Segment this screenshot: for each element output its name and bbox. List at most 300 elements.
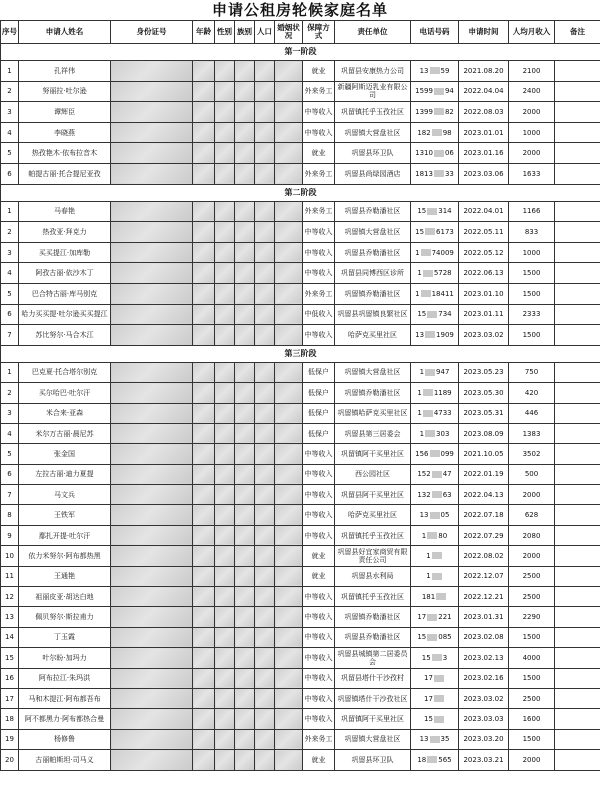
phone-prefix: 1 xyxy=(426,572,431,581)
table-row xyxy=(1,688,600,708)
phone-number xyxy=(411,505,459,525)
phone-redaction xyxy=(432,471,442,478)
id-number-redacted xyxy=(111,201,193,222)
security-type: 中等收入 xyxy=(303,222,335,243)
table-row xyxy=(1,122,600,143)
remark xyxy=(555,709,600,729)
age-redacted xyxy=(193,423,215,443)
security-type: 低保户 xyxy=(303,403,335,423)
header-ethnicity: 族别 xyxy=(235,21,255,44)
age-redacted xyxy=(193,729,215,749)
application-date: 2023.01.11 xyxy=(459,304,509,325)
remark xyxy=(555,242,600,263)
responsible-unit: 巩留县塔什干沙孜村 xyxy=(335,668,411,688)
monthly-income: 628 xyxy=(509,505,555,525)
remark xyxy=(555,525,600,545)
header-remark: 备注 xyxy=(555,21,600,44)
marital-redacted xyxy=(275,383,303,403)
applicant-name: 李晓燕 xyxy=(19,122,111,143)
marital-redacted xyxy=(275,163,303,184)
ethnicity-redacted xyxy=(235,222,255,243)
phone-redaction xyxy=(436,593,446,600)
phone-number xyxy=(411,709,459,729)
ethnicity-redacted xyxy=(235,485,255,505)
section-label: 第二阶段 xyxy=(1,184,600,201)
ethnicity-redacted xyxy=(235,122,255,143)
household-redacted xyxy=(255,242,275,263)
phone-prefix: 1 xyxy=(426,551,431,560)
phone-prefix: 1 xyxy=(419,429,425,438)
row-no: 8 xyxy=(1,505,19,525)
phone-prefix: 15 xyxy=(421,653,431,662)
phone-number xyxy=(411,444,459,464)
age-redacted xyxy=(193,143,215,164)
monthly-income: 750 xyxy=(509,362,555,382)
table-row xyxy=(1,750,600,770)
gender-redacted xyxy=(215,464,235,484)
phone-redaction xyxy=(427,614,437,621)
phone-suffix: 59 xyxy=(440,66,450,75)
responsible-unit: 巩留县巩留镇良繁社区 xyxy=(335,304,411,325)
phone-number xyxy=(411,485,459,505)
marital-redacted xyxy=(275,304,303,325)
row-no: 2 xyxy=(1,222,19,243)
gender-redacted xyxy=(215,163,235,184)
age-redacted xyxy=(193,505,215,525)
id-number-redacted xyxy=(111,688,193,708)
id-number-redacted xyxy=(111,304,193,325)
marital-redacted xyxy=(275,143,303,164)
ethnicity-redacted xyxy=(235,423,255,443)
responsible-unit: 巩留镇托乎玉孜社区 xyxy=(335,587,411,607)
table-row xyxy=(1,627,600,647)
row-no: 2 xyxy=(1,383,19,403)
header-phone: 电话号码 xyxy=(411,21,459,44)
gender-redacted xyxy=(215,668,235,688)
monthly-income: 2000 xyxy=(509,143,555,164)
applicant-name: 古丽帕斯坦·司马义 xyxy=(19,750,111,770)
gender-redacted xyxy=(215,325,235,346)
marital-redacted xyxy=(275,444,303,464)
household-redacted xyxy=(255,362,275,382)
remark xyxy=(555,325,600,346)
remark xyxy=(555,505,600,525)
phone-prefix: 152 xyxy=(417,470,431,479)
row-no: 16 xyxy=(1,668,19,688)
security-type: 低保户 xyxy=(303,362,335,382)
remark xyxy=(555,201,600,222)
household-redacted xyxy=(255,485,275,505)
remark xyxy=(555,627,600,647)
application-date: 2021.10.05 xyxy=(459,444,509,464)
table-row xyxy=(1,283,600,304)
responsible-unit: 巩留镇阿干买里社区 xyxy=(335,709,411,729)
application-date: 2023.03.03 xyxy=(459,709,509,729)
phone-suffix: 5728 xyxy=(433,269,452,278)
applicant-name: 巴克夏·托合塔尔别克 xyxy=(19,362,111,382)
security-type: 就业 xyxy=(303,566,335,586)
header-gender: 性别 xyxy=(215,21,235,44)
phone-redaction xyxy=(427,532,437,539)
responsible-unit: 巩留县水利局 xyxy=(335,566,411,586)
phone-suffix: 05 xyxy=(440,511,450,520)
table-row xyxy=(1,81,600,102)
security-type: 中等收入 xyxy=(303,607,335,627)
age-redacted xyxy=(193,222,215,243)
ethnicity-redacted xyxy=(235,546,255,566)
responsible-unit: 巩留县阿干买里社区 xyxy=(335,485,411,505)
phone-redaction xyxy=(432,654,442,661)
responsible-unit: 巩留县尚绿园酒店 xyxy=(335,163,411,184)
responsible-unit: 巩留县乔勒潘社区 xyxy=(335,627,411,647)
household-redacted xyxy=(255,607,275,627)
remark xyxy=(555,383,600,403)
phone-prefix: 1 xyxy=(415,289,420,298)
gender-redacted xyxy=(215,688,235,708)
security-type: 中等收入 xyxy=(303,627,335,647)
row-no: 1 xyxy=(1,61,19,82)
ethnicity-redacted xyxy=(235,383,255,403)
ethnicity-redacted xyxy=(235,464,255,484)
applicant-name: 丁玉霞 xyxy=(19,627,111,647)
application-date: 2023.01.16 xyxy=(459,143,509,164)
phone-number xyxy=(411,383,459,403)
marital-redacted xyxy=(275,362,303,382)
application-date: 2023.05.31 xyxy=(459,403,509,423)
ethnicity-redacted xyxy=(235,709,255,729)
gender-redacted xyxy=(215,444,235,464)
phone-suffix: 74009 xyxy=(431,248,454,257)
phone-redaction xyxy=(425,430,435,437)
applicant-name: 叶尔盼·加玛力 xyxy=(19,648,111,668)
applicant-table xyxy=(0,20,600,771)
gender-redacted xyxy=(215,566,235,586)
application-date: 2022.04.13 xyxy=(459,485,509,505)
ethnicity-redacted xyxy=(235,403,255,423)
remark xyxy=(555,444,600,464)
security-type: 中等收入 xyxy=(303,648,335,668)
marital-redacted xyxy=(275,242,303,263)
remark xyxy=(555,222,600,243)
table-row xyxy=(1,143,600,164)
application-date: 2023.03.06 xyxy=(459,163,509,184)
phone-redaction xyxy=(423,389,433,396)
gender-redacted xyxy=(215,485,235,505)
age-redacted xyxy=(193,648,215,668)
applicant-name: 米尔万古丽·晨尼苏 xyxy=(19,423,111,443)
monthly-income: 2000 xyxy=(509,750,555,770)
household-redacted xyxy=(255,403,275,423)
applicant-name: 热孜亚·拜克力 xyxy=(19,222,111,243)
application-date: 2022.04.01 xyxy=(459,201,509,222)
phone-redaction xyxy=(434,150,444,157)
household-redacted xyxy=(255,648,275,668)
ethnicity-redacted xyxy=(235,304,255,325)
id-number-redacted xyxy=(111,485,193,505)
phone-prefix: 1 xyxy=(417,409,422,418)
responsible-unit: 巩留镇托乎玉孜社区 xyxy=(335,102,411,123)
age-redacted xyxy=(193,566,215,586)
remark xyxy=(555,304,600,325)
security-type: 中等收入 xyxy=(303,505,335,525)
phone-prefix: 15 xyxy=(417,633,427,642)
row-no: 3 xyxy=(1,102,19,123)
security-type: 低保户 xyxy=(303,423,335,443)
responsible-unit: 巩留镇乔勒潘社区 xyxy=(335,283,411,304)
remark xyxy=(555,587,600,607)
application-date: 2022.05.11 xyxy=(459,222,509,243)
applicant-name: 热孜艳木·依布拉音木 xyxy=(19,143,111,164)
responsible-unit: 巩留县环卫队 xyxy=(335,143,411,164)
age-redacted xyxy=(193,587,215,607)
phone-redaction xyxy=(434,716,444,723)
table-row xyxy=(1,242,600,263)
monthly-income: 2500 xyxy=(509,566,555,586)
gender-redacted xyxy=(215,587,235,607)
remark xyxy=(555,283,600,304)
gender-redacted xyxy=(215,304,235,325)
phone-suffix: 98 xyxy=(442,128,452,137)
monthly-income: 1000 xyxy=(509,122,555,143)
phone-prefix: 156 xyxy=(415,449,429,458)
gender-redacted xyxy=(215,81,235,102)
row-no: 11 xyxy=(1,566,19,586)
row-no: 3 xyxy=(1,242,19,263)
phone-prefix: 17 xyxy=(424,694,433,703)
applicant-name: 阿不都黑力·阿布都热合曼 xyxy=(19,709,111,729)
header-date: 申请时间 xyxy=(459,21,509,44)
applicant-name: 马和木提江·阿布都吾布 xyxy=(19,688,111,708)
responsible-unit: 巩留镇大营盘社区 xyxy=(335,122,411,143)
row-no: 17 xyxy=(1,688,19,708)
table-row xyxy=(1,383,600,403)
monthly-income: 500 xyxy=(509,464,555,484)
phone-number xyxy=(411,362,459,382)
security-type: 外来务工 xyxy=(303,163,335,184)
phone-number xyxy=(411,102,459,123)
header-marital: 婚姻状况 xyxy=(275,21,303,44)
application-date: 2023.05.23 xyxy=(459,362,509,382)
id-number-redacted xyxy=(111,729,193,749)
marital-redacted xyxy=(275,222,303,243)
header-age: 年龄 xyxy=(193,21,215,44)
household-redacted xyxy=(255,283,275,304)
phone-number xyxy=(411,688,459,708)
marital-redacted xyxy=(275,102,303,123)
applicant-name: 马春艳 xyxy=(19,201,111,222)
row-no: 5 xyxy=(1,283,19,304)
phone-prefix: 18 xyxy=(417,755,427,764)
monthly-income: 1500 xyxy=(509,263,555,284)
table-row xyxy=(1,423,600,443)
household-redacted xyxy=(255,325,275,346)
security-type: 中等收入 xyxy=(303,485,335,505)
household-redacted xyxy=(255,122,275,143)
household-redacted xyxy=(255,688,275,708)
gender-redacted xyxy=(215,709,235,729)
applicant-name: 米合来·亚森 xyxy=(19,403,111,423)
phone-number xyxy=(411,263,459,284)
id-number-redacted xyxy=(111,403,193,423)
household-redacted xyxy=(255,383,275,403)
id-number-redacted xyxy=(111,750,193,770)
gender-redacted xyxy=(215,242,235,263)
table-row xyxy=(1,525,600,545)
marital-redacted xyxy=(275,587,303,607)
monthly-income: 446 xyxy=(509,403,555,423)
id-number-redacted xyxy=(111,122,193,143)
phone-suffix: 221 xyxy=(438,613,452,622)
row-no: 15 xyxy=(1,648,19,668)
remark xyxy=(555,688,600,708)
phone-suffix: 4733 xyxy=(433,409,452,418)
id-number-redacted xyxy=(111,362,193,382)
table-row xyxy=(1,729,600,749)
table-row xyxy=(1,485,600,505)
monthly-income: 2333 xyxy=(509,304,555,325)
row-no: 7 xyxy=(1,485,19,505)
responsible-unit: 巩留镇塔什干沙孜社区 xyxy=(335,688,411,708)
header-household: 人口 xyxy=(255,21,275,44)
applicant-name: 张金国 xyxy=(19,444,111,464)
applicant-name: 帕提古丽·托合提尼亚孜 xyxy=(19,163,111,184)
id-number-redacted xyxy=(111,423,193,443)
ethnicity-redacted xyxy=(235,688,255,708)
marital-redacted xyxy=(275,566,303,586)
household-redacted xyxy=(255,729,275,749)
remark xyxy=(555,163,600,184)
phone-number xyxy=(411,566,459,586)
household-redacted xyxy=(255,627,275,647)
phone-suffix: 82 xyxy=(444,107,454,116)
header-income: 人均月收入 xyxy=(509,21,555,44)
table-row xyxy=(1,464,600,484)
phone-redaction xyxy=(432,573,442,580)
phone-suffix: 3 xyxy=(442,653,448,662)
section-row xyxy=(1,345,600,362)
applicant-name: 孔祥伟 xyxy=(19,61,111,82)
table-row xyxy=(1,325,600,346)
security-type: 外来务工 xyxy=(303,81,335,102)
phone-redaction xyxy=(434,675,444,682)
table-row xyxy=(1,505,600,525)
table-row xyxy=(1,362,600,382)
age-redacted xyxy=(193,163,215,184)
id-number-redacted xyxy=(111,325,193,346)
remark xyxy=(555,122,600,143)
applicant-name: 阿孜古丽·依沙木丁 xyxy=(19,263,111,284)
applicant-name: 杨修鲁 xyxy=(19,729,111,749)
ethnicity-redacted xyxy=(235,263,255,284)
id-number-redacted xyxy=(111,222,193,243)
id-number-redacted xyxy=(111,444,193,464)
remark xyxy=(555,668,600,688)
row-no: 2 xyxy=(1,81,19,102)
table-row xyxy=(1,668,600,688)
application-date: 2022.04.04 xyxy=(459,81,509,102)
phone-number xyxy=(411,242,459,263)
phone-number xyxy=(411,163,459,184)
applicant-name: 哈力买买提·吐尔逊买买提江 xyxy=(19,304,111,325)
gender-redacted xyxy=(215,403,235,423)
remark xyxy=(555,81,600,102)
row-no: 1 xyxy=(1,201,19,222)
age-redacted xyxy=(193,242,215,263)
phone-prefix: 13 xyxy=(419,66,429,75)
application-date: 2022.06.13 xyxy=(459,263,509,284)
row-no: 7 xyxy=(1,325,19,346)
security-type: 就业 xyxy=(303,546,335,566)
security-type: 外来务工 xyxy=(303,201,335,222)
marital-redacted xyxy=(275,709,303,729)
phone-redaction xyxy=(427,756,437,763)
phone-prefix: 182 xyxy=(417,128,431,137)
phone-redaction xyxy=(432,129,442,136)
security-type: 中低收入 xyxy=(303,304,335,325)
phone-prefix: 1 xyxy=(415,248,420,257)
application-date: 2022.12.07 xyxy=(459,566,509,586)
household-redacted xyxy=(255,61,275,82)
table-row xyxy=(1,648,600,668)
ethnicity-redacted xyxy=(235,668,255,688)
phone-number xyxy=(411,627,459,647)
gender-redacted xyxy=(215,383,235,403)
application-date: 2022.01.19 xyxy=(459,464,509,484)
marital-redacted xyxy=(275,201,303,222)
application-date: 2023.03.02 xyxy=(459,325,509,346)
marital-redacted xyxy=(275,61,303,82)
age-redacted xyxy=(193,546,215,566)
age-redacted xyxy=(193,283,215,304)
responsible-unit: 巩留县同博西区诊所 xyxy=(335,263,411,284)
phone-redaction xyxy=(434,108,444,115)
id-number-redacted xyxy=(111,709,193,729)
ethnicity-redacted xyxy=(235,627,255,647)
phone-number xyxy=(411,201,459,222)
marital-redacted xyxy=(275,423,303,443)
security-type: 中等收入 xyxy=(303,668,335,688)
phone-suffix: 94 xyxy=(444,87,454,96)
security-type: 就业 xyxy=(303,750,335,770)
application-date: 2023.02.16 xyxy=(459,668,509,688)
responsible-unit: 新疆阿斯迈乳业有限公司 xyxy=(335,81,411,102)
phone-redaction xyxy=(421,249,431,256)
applicant-name: 巴合特古丽·库马别克 xyxy=(19,283,111,304)
phone-suffix: 314 xyxy=(438,207,452,216)
phone-prefix: 13 xyxy=(419,511,429,520)
security-type: 中等收入 xyxy=(303,688,335,708)
gender-redacted xyxy=(215,750,235,770)
row-no: 12 xyxy=(1,587,19,607)
marital-redacted xyxy=(275,546,303,566)
age-redacted xyxy=(193,325,215,346)
monthly-income: 1500 xyxy=(509,283,555,304)
responsible-unit: 巩留镇大营盘社区 xyxy=(335,729,411,749)
phone-suffix: 33 xyxy=(444,169,454,178)
gender-redacted xyxy=(215,263,235,284)
age-redacted xyxy=(193,485,215,505)
applicant-name: 阿布拉江·朱玛洪 xyxy=(19,668,111,688)
phone-redaction xyxy=(421,290,431,297)
id-number-redacted xyxy=(111,505,193,525)
security-type: 中等收入 xyxy=(303,122,335,143)
id-number-redacted xyxy=(111,163,193,184)
phone-number xyxy=(411,325,459,346)
row-no: 4 xyxy=(1,122,19,143)
responsible-unit: 巩留县第三居委会 xyxy=(335,423,411,443)
remark xyxy=(555,648,600,668)
phone-prefix: 1 xyxy=(421,531,427,540)
